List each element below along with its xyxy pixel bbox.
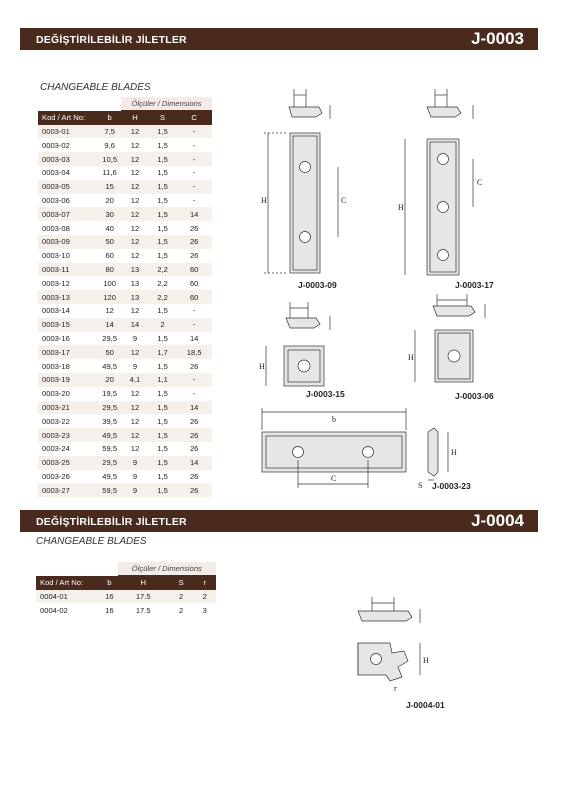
table-row: [38, 249, 212, 263]
article-code-cell: 0003-22: [38, 414, 98, 428]
column-header-row: [36, 576, 216, 590]
dimension-cell: 1,5: [149, 456, 177, 470]
article-code-cell: 0003-06: [38, 194, 98, 208]
article-code-cell: 0003-14: [38, 304, 98, 318]
dimension-cell: 1,5: [149, 125, 177, 139]
table-row: [38, 194, 212, 208]
dimension-cell: 17.5: [118, 590, 169, 604]
article-code-cell: 0003-17: [38, 345, 98, 359]
article-code-cell: 0003-18: [38, 359, 98, 373]
table-row: [38, 221, 212, 235]
section-header-j0003: [20, 28, 538, 50]
article-code-cell: 0003-09: [38, 235, 98, 249]
dimension-cell: -: [176, 152, 212, 166]
table-row: [38, 290, 212, 304]
dimension-cell: 120: [98, 290, 121, 304]
col-header: Kod / Art No:: [38, 111, 98, 125]
dimension-cell: 14: [98, 318, 121, 332]
drawing-label: J-0003-09: [298, 280, 337, 290]
article-code-cell: 0003-21: [38, 401, 98, 415]
dimension-cell: 9: [121, 483, 149, 497]
dimension-cell: 59,5: [98, 442, 121, 456]
dimension-cell: 60: [98, 249, 121, 263]
section-subtitle: CHANGEABLE BLADES: [36, 536, 147, 547]
dimension-cell: 9: [121, 332, 149, 346]
dimension-cell: 1,5: [149, 138, 177, 152]
table-row: [38, 359, 212, 373]
dimension-cell: 20: [98, 373, 121, 387]
dimension-cell: 14: [176, 332, 212, 346]
dimension-cell: 1,5: [149, 442, 177, 456]
dimension-cell: 29,5: [98, 401, 121, 415]
dim-letter-c: C: [477, 178, 483, 187]
dim-letter-s: S: [418, 481, 423, 490]
table-row: [38, 138, 212, 152]
dimension-cell: 18,5: [176, 345, 212, 359]
dimension-cell: 12: [121, 304, 149, 318]
article-code-cell: 0003-02: [38, 138, 98, 152]
dimension-cell: 100: [98, 276, 121, 290]
dimension-cell: 1,5: [149, 401, 177, 415]
drawing-label: J-0004-01: [406, 700, 445, 710]
dimension-cell: 1,5: [149, 414, 177, 428]
drawing-label: J-0003-23: [432, 481, 471, 491]
section-header-j0004: [20, 510, 538, 532]
dimension-cell: -: [176, 138, 212, 152]
dimension-cell: 17.5: [118, 603, 169, 617]
col-header: Kod / Art No:: [36, 576, 101, 590]
article-code-cell: 0003-11: [38, 263, 98, 277]
table-row: [38, 373, 212, 387]
dimension-cell: 12: [121, 345, 149, 359]
dimension-cell: 9: [121, 470, 149, 484]
dimension-cell: 59,5: [98, 483, 121, 497]
article-code-cell: 0003-15: [38, 318, 98, 332]
dimension-cell: -: [176, 180, 212, 194]
dimension-cell: -: [176, 373, 212, 387]
article-code-cell: 0003-26: [38, 470, 98, 484]
dimension-cell: 11,6: [98, 166, 121, 180]
dimension-cell: 12: [121, 249, 149, 263]
dimension-cell: 15: [98, 180, 121, 194]
dimension-cell: 1,5: [149, 221, 177, 235]
dimension-cell: 13: [121, 290, 149, 304]
article-code-cell: 0003-20: [38, 387, 98, 401]
drawing-label: J-0003-15: [306, 389, 345, 399]
dimension-cell: 1,5: [149, 166, 177, 180]
dim-letter-c: C: [341, 196, 347, 205]
dimension-cell: 39,5: [98, 414, 121, 428]
article-code-cell: 0003-10: [38, 249, 98, 263]
table-row: [38, 207, 212, 221]
dimension-cell: 16: [101, 603, 118, 617]
dimension-cell: -: [176, 387, 212, 401]
col-header: S: [149, 111, 177, 125]
article-code-cell: 0003-05: [38, 180, 98, 194]
dimension-cell: 1,5: [149, 152, 177, 166]
article-code-cell: 0003-24: [38, 442, 98, 456]
dimension-cell: 1,5: [149, 180, 177, 194]
dim-letter-h: H: [423, 656, 429, 665]
dimension-cell: 12: [121, 138, 149, 152]
table-row: [38, 235, 212, 249]
dimension-cell: 80: [98, 263, 121, 277]
dimension-cell: 2: [149, 318, 177, 332]
table-row: [38, 442, 212, 456]
dimension-cell: 12: [98, 304, 121, 318]
drawing-label: J-0003-06: [455, 391, 494, 401]
dimension-cell: 29,5: [98, 332, 121, 346]
article-code-cell: 0003-01: [38, 125, 98, 139]
dimension-cell: 12: [121, 125, 149, 139]
dimension-cell: 1,7: [149, 345, 177, 359]
article-code-cell: 0003-13: [38, 290, 98, 304]
dimension-cell: 12: [121, 428, 149, 442]
table-row: [38, 276, 212, 290]
article-code-cell: 0003-08: [38, 221, 98, 235]
dimension-cell: 1,5: [149, 359, 177, 373]
drawing-label: J-0003-17: [455, 280, 494, 290]
dimension-cell: 12: [121, 152, 149, 166]
dim-letter-b: b: [332, 415, 336, 424]
table-row: [38, 387, 212, 401]
table-row: [38, 125, 212, 139]
dimension-cell: 49,5: [98, 470, 121, 484]
col-header: H: [118, 576, 169, 590]
dimension-cell: 14: [121, 318, 149, 332]
dimension-cell: 12: [121, 235, 149, 249]
dimensions-header-row: [36, 562, 216, 576]
article-code-cell: 0003-25: [38, 456, 98, 470]
dimension-cell: 7,5: [98, 125, 121, 139]
dimension-cell: 3: [194, 603, 216, 617]
dimension-cell: 1,5: [149, 235, 177, 249]
dimensions-table-j0003: [38, 97, 212, 497]
dimension-cell: 2,2: [149, 290, 177, 304]
article-code-cell: 0003-07: [38, 207, 98, 221]
article-code-cell: 0003-04: [38, 166, 98, 180]
table-row: [38, 166, 212, 180]
dim-letter-r: r: [394, 684, 397, 693]
table-row: [38, 180, 212, 194]
dimension-cell: 49,5: [98, 359, 121, 373]
dim-letter-h: H: [398, 203, 404, 212]
article-code-cell: 0003-27: [38, 483, 98, 497]
dimension-cell: 60: [176, 276, 212, 290]
dimension-cell: -: [176, 304, 212, 318]
article-code-cell: 0003-19: [38, 373, 98, 387]
table-row: [38, 470, 212, 484]
dimension-cell: 12: [121, 401, 149, 415]
dim-letter-c: C: [331, 474, 337, 483]
dimension-cell: 60: [176, 263, 212, 277]
table-row: [38, 428, 212, 442]
dimensions-header-row: [38, 97, 212, 111]
col-header: S: [169, 576, 194, 590]
dimension-cell: 19,5: [98, 387, 121, 401]
table-row: [38, 456, 212, 470]
dimension-cell: -: [176, 166, 212, 180]
section-subtitle: CHANGEABLE BLADES: [40, 82, 151, 93]
dim-letter-h: H: [259, 362, 265, 371]
dimension-cell: 12: [121, 194, 149, 208]
dimension-cell: 26: [176, 221, 212, 235]
col-header: r: [194, 576, 216, 590]
dimension-cell: 1,5: [149, 304, 177, 318]
article-code-cell: 0004-01: [36, 590, 101, 604]
dimension-cell: 4,1: [121, 373, 149, 387]
dimension-cell: 50: [98, 345, 121, 359]
article-code-cell: 0003-16: [38, 332, 98, 346]
section-title: DEĞİŞTİRİLEBİLİR JİLETLER: [36, 34, 187, 46]
dimension-cell: 9: [121, 359, 149, 373]
dimension-cell: 13: [121, 276, 149, 290]
article-code-cell: 0003-23: [38, 428, 98, 442]
dimension-cell: 1,5: [149, 207, 177, 221]
dim-letter-h: H: [451, 448, 457, 457]
dimensions-label: Ölçüler / Dimensions: [118, 562, 216, 576]
dimension-cell: 2: [169, 603, 194, 617]
dimension-cell: -: [176, 194, 212, 208]
dimension-cell: 12: [121, 221, 149, 235]
dimension-cell: 2: [194, 590, 216, 604]
table-row: [38, 332, 212, 346]
table-row: [38, 483, 212, 497]
table-row: [38, 401, 212, 415]
dimension-cell: 60: [176, 290, 212, 304]
dimension-cell: 12: [121, 207, 149, 221]
dimension-cell: 12: [121, 166, 149, 180]
blade-drawing-j0003-09: [258, 85, 368, 285]
dimension-cell: 1,5: [149, 470, 177, 484]
table-row: [38, 345, 212, 359]
dimension-cell: 9,6: [98, 138, 121, 152]
table-row: [38, 263, 212, 277]
dimension-cell: 26: [176, 235, 212, 249]
dimension-cell: 12: [121, 442, 149, 456]
table-row: [36, 590, 216, 604]
dimension-cell: 1,5: [149, 249, 177, 263]
dimension-cell: 1,5: [149, 332, 177, 346]
dimension-cell: 14: [176, 401, 212, 415]
dimension-cell: 2: [169, 590, 194, 604]
dimension-cell: 2,2: [149, 263, 177, 277]
article-code-cell: 0003-12: [38, 276, 98, 290]
dimension-cell: 12: [121, 180, 149, 194]
col-header: b: [98, 111, 121, 125]
table-row: [38, 304, 212, 318]
blade-drawing-j0003-06: [405, 290, 505, 390]
dimension-cell: 50: [98, 235, 121, 249]
blade-drawing-j0003-23: [258, 408, 468, 490]
section-code: J-0003: [471, 29, 524, 48]
dimension-cell: 1,1: [149, 373, 177, 387]
dimension-cell: 1,5: [149, 387, 177, 401]
dimension-cell: 13: [121, 263, 149, 277]
dimension-cell: 14: [176, 456, 212, 470]
dimension-cell: 49,5: [98, 428, 121, 442]
dimension-cell: 26: [176, 470, 212, 484]
dimension-cell: 40: [98, 221, 121, 235]
blade-drawing-j0004-01: [350, 595, 440, 695]
column-header-row: [38, 111, 212, 125]
dimension-cell: 26: [176, 428, 212, 442]
dimension-cell: 26: [176, 249, 212, 263]
article-code-cell: 0004-02: [36, 603, 101, 617]
dimension-cell: 20: [98, 194, 121, 208]
dimension-cell: 10,5: [98, 152, 121, 166]
blade-drawing-j0003-15: [258, 298, 358, 388]
dimension-cell: 26: [176, 359, 212, 373]
dimension-cell: 26: [176, 442, 212, 456]
col-header: b: [101, 576, 118, 590]
section-title: DEĞİŞTİRİLEBİLİR JİLETLER: [36, 516, 187, 528]
table-row: [38, 414, 212, 428]
dimension-cell: 12: [121, 414, 149, 428]
col-header: H: [121, 111, 149, 125]
dimension-cell: 1,5: [149, 194, 177, 208]
section-code: J-0004: [471, 511, 524, 530]
dimension-cell: 9: [121, 456, 149, 470]
dimension-cell: 1,5: [149, 428, 177, 442]
dimensions-label: Ölçüler / Dimensions: [121, 97, 212, 111]
table-row: [36, 603, 216, 617]
article-code-cell: 0003-03: [38, 152, 98, 166]
dimension-cell: 12: [121, 387, 149, 401]
dimension-cell: 26: [176, 483, 212, 497]
col-header: C: [176, 111, 212, 125]
dimension-cell: 26: [176, 414, 212, 428]
dimension-cell: 1,5: [149, 483, 177, 497]
dim-letter-h: H: [261, 196, 267, 205]
dim-letter-h: H: [408, 353, 414, 362]
dimensions-table-j0004: [36, 562, 216, 617]
table-row: [38, 152, 212, 166]
dimension-cell: -: [176, 125, 212, 139]
table-row: [38, 318, 212, 332]
dimension-cell: 2,2: [149, 276, 177, 290]
blade-drawing-j0003-17: [395, 85, 505, 285]
dimension-cell: 30: [98, 207, 121, 221]
dimension-cell: 14: [176, 207, 212, 221]
dimension-cell: 29,5: [98, 456, 121, 470]
dimension-cell: 16: [101, 590, 118, 604]
dimension-cell: -: [176, 318, 212, 332]
